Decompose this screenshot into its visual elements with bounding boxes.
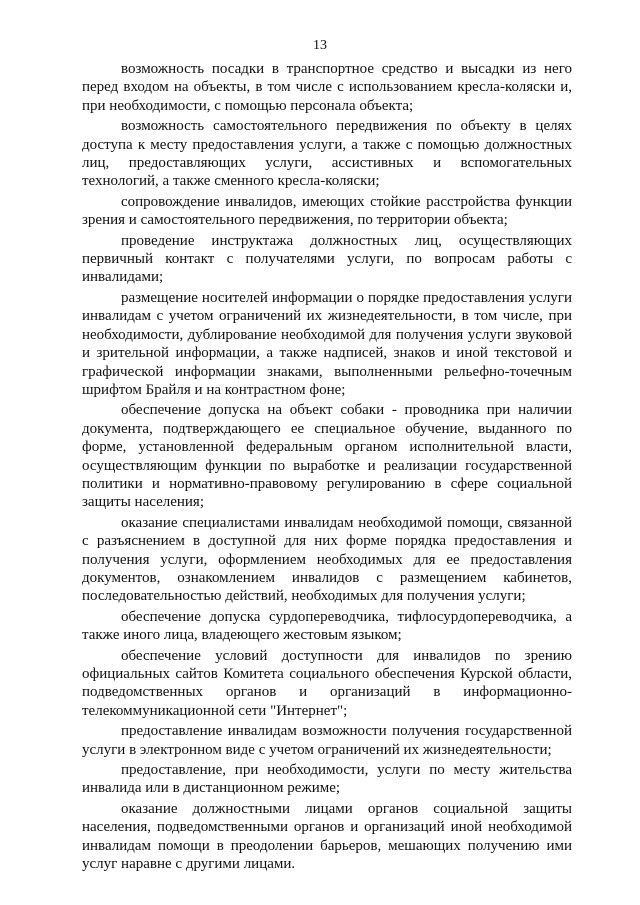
paragraph: обеспечение допуска сурдопереводчика, тифлосурдопереводчика, а также иного лица, владеющего жестовым языком;	[82, 608, 572, 644]
paragraph: оказание специалистами инвалидам необходимой помощи, связанной с разъяснением в доступной для них форме порядка предоставления и получения услуги, оформлением необходимых для ее предоставления документов, ознакомлением инвалидов с размещением кабинетов, последовательностью действий, необходимых для получения услуги;	[82, 514, 572, 605]
body-text	[82, 60, 572, 875]
paragraph: предоставление инвалидам возможности получения государственной услуги в электронном виде с учетом ограничений их жизнедеятельности;	[82, 723, 572, 758]
paragraph: размещение носителей информации о порядке предоставления услуги инвалидам с учетом ограничений их жизнедеятельности, в том числе, при необходимости, дублирование необходимой для получения услуги звуковой и зрительной информации, а также надписей, знаков и иной текстовой и графической информации знаками, выполненными рельефно-точечным шрифтом Брайля и на контрастном фоне;	[82, 289, 572, 398]
paragraph: предоставление, при необходимости, услуги по месту жительства инвалида или в дистанционном режиме;	[82, 762, 572, 797]
paragraph: проведение инструктажа должностных лиц, осуществляющих первичный контакт с получателями услуги, по вопросам работы с инвалидами;	[82, 232, 572, 286]
paragraph: возможность самостоятельного передвижения по объекту в целях доступа к месту предоставления услуги, а также с помощью должностных лиц, предоставляющих услуги, ассистивных и вспомогательных технологий, а также сменного кресла-коляски;	[82, 118, 572, 190]
paragraph: оказание должностными лицами органов социальной защиты населения, подведомственными органов и организаций иной необходимой инвалидам помощи в преодолении барьеров, мешающих получению ими услуг наравне с другими лицами.	[82, 800, 572, 873]
paragraph: сопровождение инвалидов, имеющих стойкие расстройства функции зрения и самостоятельного передвижения, по территории объекта;	[82, 193, 572, 229]
paragraph: возможность посадки в транспортное средство и высадки из него перед входом на объекты, в том числе с использованием кресла-коляски и, при необходимости, с помощью персонала объекта;	[82, 61, 572, 114]
page-number: 13	[313, 38, 327, 53]
paragraph: обеспечение условий доступности для инвалидов по зрению официальных сайтов Комитета социального обеспечения Курской области, подведомственных органов и организаций в информационно-телекоммуникационной сети "Интернет";	[82, 647, 572, 719]
paragraph: обеспечение допуска на объект собаки - проводника при наличии документа, подтверждающего ее специальное обучение, выданного по форме, установленной федеральным органом исполнительной власти, осуществляющим функции по выработке и реализации государственной политики и нормативно-правовому регулированию в сфере социальной защиты населения;	[82, 402, 572, 511]
